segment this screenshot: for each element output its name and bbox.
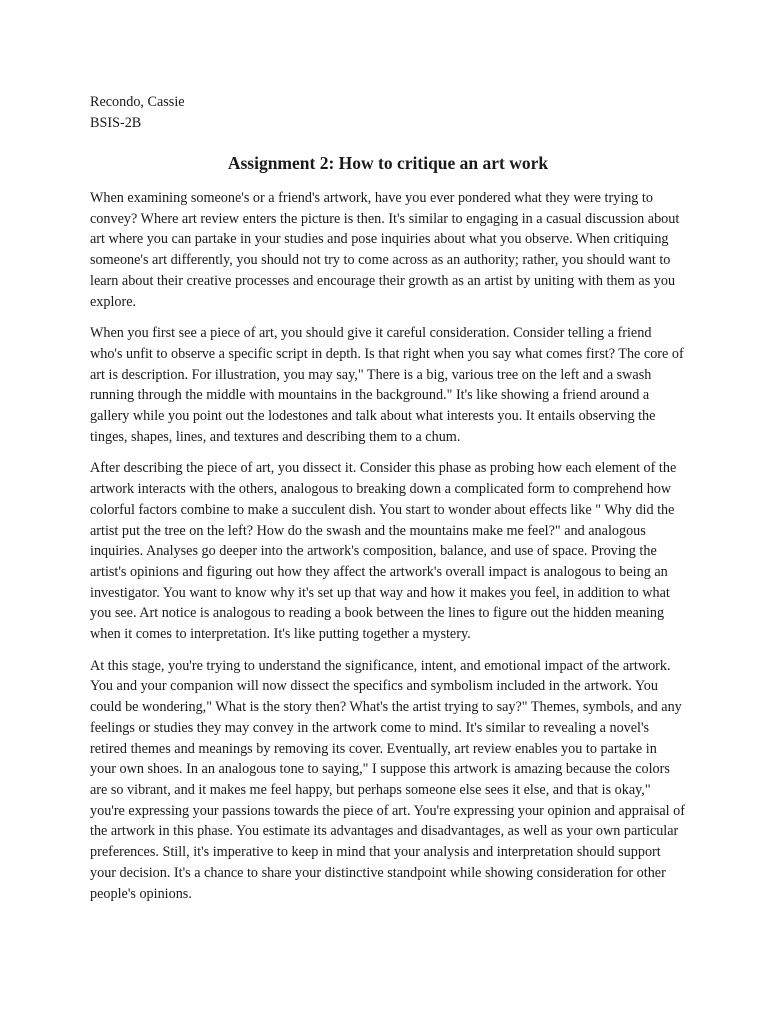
body-paragraph-4: At this stage, you're trying to understand the significance, intent, and emotional impact of the artwork. You and your companion will now dissect the specifics and symbolism included in the artwork. You could be wondering," What is the story then? What's the artist trying to say?" Themes, symbols, and any feelings or studies they may convey in the artwork come to mind. It's similar to revealing a novel's retired themes and meanings by removing its cover. Eventually, art review enables you to partake in your own shoes. In an analogous tone to saying," I suppose this artwork is amazing because the colors are so vibrant, and it makes me feel happy, but perhaps someone else sees it else, and that is okay," you're expressing your passions towards the piece of art. You're expressing your opinion and appraisal of the artwork in this phase. You estimate its advantages and disadvantages, as well as your own particular preferences. Still, it's imperative to keep in mind that your analysis and interpretation should support your decision. It's a chance to share your distinctive standpoint while showing consideration for other people's opinions. <box>90 657 685 902</box>
document-title: Assignment 2: How to critique an art work <box>227 153 549 173</box>
author-name: Recondo, Cassie <box>90 94 185 110</box>
body-paragraph-1: When examining someone's or a friend's artwork, have you ever pondered what they were trying to convey? Where art review enters the picture is then. It's similar to engaging in a casual discussion about art where you can partake in your studies and pose inquiries about what you observe. When critiquing someone's art differently, you should not try to come across as an authority; rather, you should want to learn about their creative processes and encourage their growth as an artist by uniting with them as you explore. <box>90 190 680 310</box>
document-page <box>90 92 686 915</box>
body-paragraph-3: After describing the piece of art, you dissect it. Consider this phase as probing how each element of the artwork interacts with the others, analogous to breaking down a complicated form to comprehend how colorful factors combine to make a succulent dish. You start to wonder about effects like " Why did the artist put the tree on the left? How do the swash and the mountains make me feel?" and analogous inquiries. Analyses go deeper into the artwork's composition, balance, and use of space. Proving the artist's opinions and figuring out how they affect the artwork's overall impact is analogous to being an investigator. You want to know why it's set up that way and how it makes you feel, in addition to what you see. Art notice is analogous to reading a book between the lines to figure out the hidden meaning when it comes to interpretation. It's like putting together a mystery. <box>90 460 677 643</box>
body-paragraph-2: When you first see a piece of art, you should give it careful consideration. Consider telling a friend who's unfit to observe a specific script in depth. Is that right when you say what comes first? The core of art is description. For illustration, you may say," There is a big, various tree on the left and a swash running through the middle with mountains in the background." It's like showing a friend around a gallery while you point out the lodestones and talk about what interests you. It entails observing the tinges, shapes, lines, and textures and describing them to a chum. <box>90 325 684 445</box>
class-section: BSIS-2B <box>90 115 142 131</box>
